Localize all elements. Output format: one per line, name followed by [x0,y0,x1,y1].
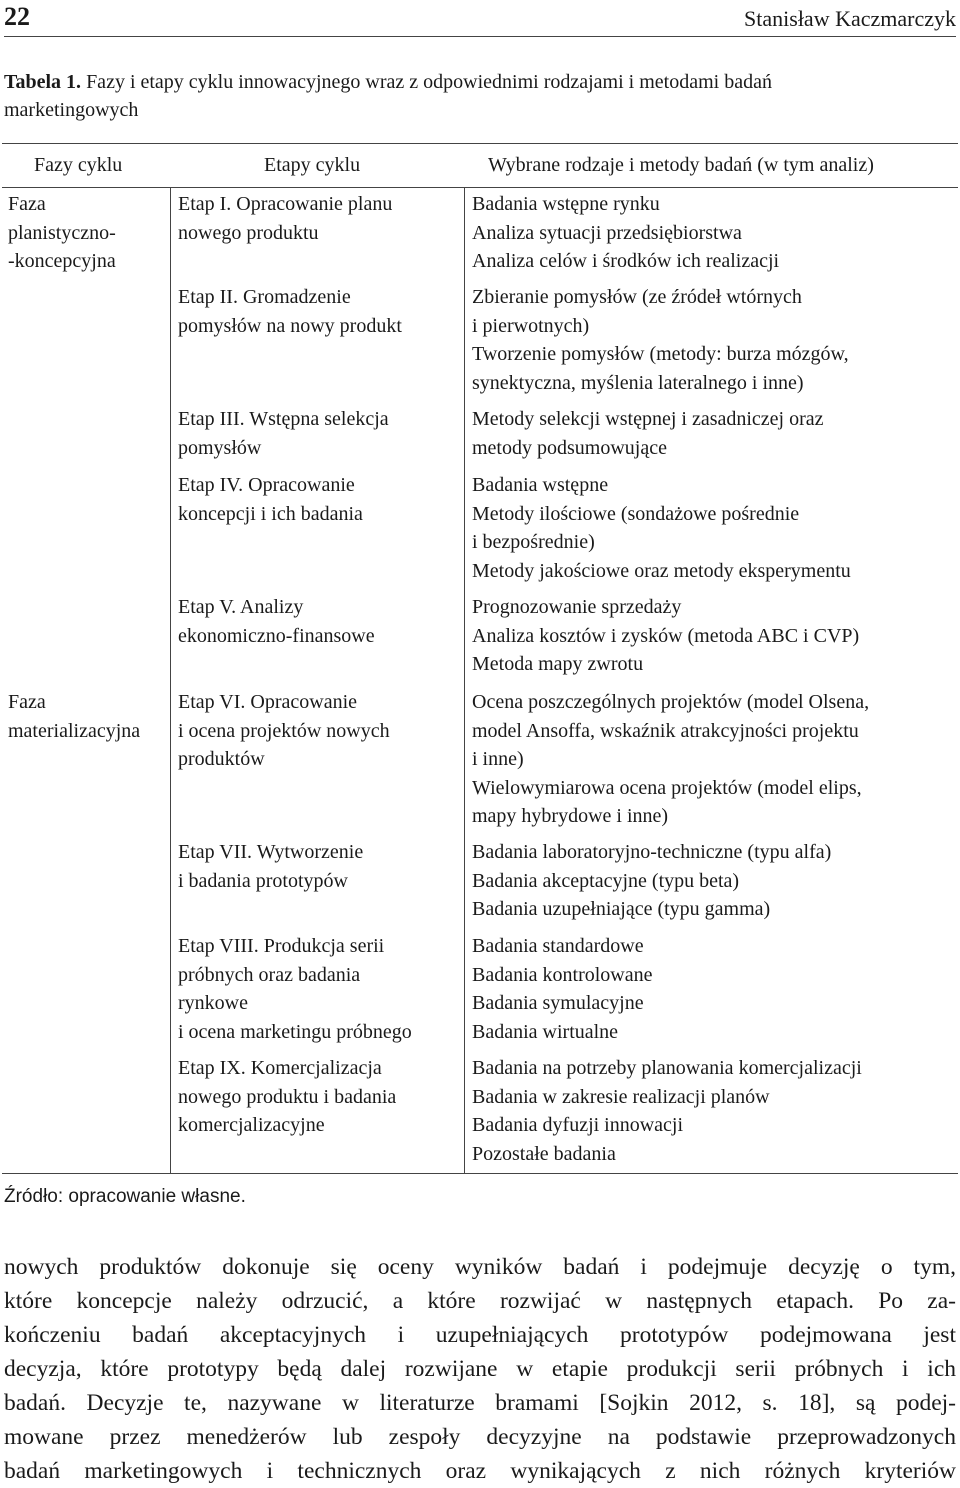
stage-line: Etap III. Wstępna selekcja [178,408,389,430]
page-number: 22 [4,2,30,31]
method-line: Pozostałe badania [472,1142,616,1165]
method-line: Badania na potrzeby planowania komercjalizacji [472,1057,862,1079]
stage-cell-2 [178,283,463,340]
method-line: mapy hybrydowe i inne) [472,805,669,827]
table-title-line-2: marketingowych [4,99,139,121]
stage-cell-6 [178,688,463,774]
phase-line: Faza [8,193,46,215]
phase-cell-2 [8,688,168,745]
method-line: Analiza kosztów i zysków (metoda ABC i CVP) [472,624,860,647]
table-caption [4,68,934,124]
method-line: Badania wirtualne [472,1020,619,1043]
table-source-note: Źródło: opracowanie własne. [4,1186,246,1207]
phase-line: -koncepcyjna [8,250,116,272]
header-rule [2,187,958,188]
header-phases: Fazy cyklu [34,154,123,176]
stage-line: koncepcji i ich badania [178,502,363,525]
body-line: badań marketingowych i technicznych oraz wynikających z nich różnych kryteriów [4,1458,956,1484]
body-line: nowych produktów dokonuje się oceny wyników badań i podejmuje decyzję o tym, [4,1254,956,1280]
method-line: Badania wstępne [472,474,609,496]
method-line: Badania laboratoryjno-techniczne (typu alfa) [472,841,832,863]
method-line: Tworzenie pomysłów (metody: burza mózgów, [472,343,849,365]
method-line: Prognozowanie sprzedaży [472,596,682,618]
methods-cell-9 [472,1054,952,1168]
method-line: Metody selekcji wstępnej i zasadniczej oraz [472,408,824,430]
table-label: Tabela 1. [4,71,82,93]
methods-cell-8 [472,932,952,1046]
method-line: Badania kontrolowane [472,963,653,986]
table-title-line-1: Fazy i etapy cyklu innowacyjnego wraz z odpowiednimi rodzajami i metodami badań [86,71,772,93]
header-methods: Wybrane rodzaje i metody badań (w tym analiz) [488,154,874,176]
stage-line: Etap VIII. Produkcja serii [178,935,385,957]
methods-cell-5 [472,593,952,679]
stage-cell-5 [178,593,463,650]
body-paragraph [4,1250,956,1488]
method-line: i inne) [472,748,524,770]
stage-line: rynkowe [178,992,248,1014]
method-line: Metody ilościowe (sondażowe pośrednie [472,502,800,525]
phase-line: materializacyjna [8,719,141,742]
stage-line: nowego produktu i badania [178,1085,397,1108]
stage-line: ekonomiczno-finansowe [178,624,375,647]
stage-line: Etap VII. Wytworzenie [178,841,364,863]
method-line: Badania dyfuzji innowacji [472,1114,684,1136]
method-line: metody podsumowujące [472,436,667,459]
method-line: Wielowymiarowa ocena projektów (model elips, [472,776,862,799]
methods-cell-6 [472,688,952,831]
page-header [4,0,956,37]
stage-line: produktów [178,748,265,770]
methods-cell-1 [472,190,952,276]
body-line: badań. Decyzje te, nazywane w literaturze bramami [Sojkin 2012, s. 18], są podej- [4,1390,956,1416]
stage-line: Etap IX. Komercjalizacja [178,1057,382,1079]
stage-line: i ocena projektów nowych [178,719,390,742]
methods-cell-2 [472,283,952,397]
stage-line: Etap II. Gromadzenie [178,286,351,308]
column-divider-2 [464,187,465,1173]
method-line: Analiza celów i środków ich realizacji [472,250,780,272]
stage-cell-8 [178,932,463,1046]
stage-line: próbnych oraz badania [178,963,361,986]
stage-line: pomysłów [178,436,262,459]
stage-cell-9 [178,1054,463,1140]
methods-cell-3 [472,405,952,462]
method-line: Badania w zakresie realizacji planów [472,1085,770,1108]
stage-cell-7 [178,838,463,895]
phase-line: Faza [8,691,46,713]
body-line: decyzja, które prototypy będą dalej rozwijane w etapie produkcji serii próbnych i ich [4,1356,956,1382]
method-line: i bezpośrednie) [472,531,595,553]
table-bottom-rule [2,1173,958,1174]
method-line: model Ansoffa, wskaźnik atrakcyjności projektu [472,719,859,742]
column-divider-1 [170,187,171,1173]
stage-cell-1 [178,190,463,247]
method-line: Analiza sytuacji przedsiębiorstwa [472,221,742,244]
methods-cell-4 [472,471,952,585]
stage-cell-3 [178,405,463,462]
body-line: które koncepcje należy odrzucić, a które rozwijać w następnych etapach. Po za- [4,1288,956,1314]
stage-cell-4 [178,471,463,528]
stage-line: komercjalizacyjne [178,1114,325,1136]
method-line: Ocena poszczególnych projektów (model Olsena, [472,691,870,713]
stage-line: i badania prototypów [178,869,348,892]
stage-line: Etap V. Analizy [178,596,304,618]
stage-line: Etap VI. Opracowanie [178,691,358,713]
method-line: Zbieranie pomysłów (ze źródeł wtórnych [472,286,802,308]
phase-cell-1 [8,190,168,276]
stage-line: i ocena marketingu próbnego [178,1020,412,1043]
header-stages: Etapy cyklu [264,154,361,176]
method-line: synektyczna, myślenia lateralnego i inne) [472,371,804,394]
method-line: Badania wstępne rynku [472,193,660,215]
method-line: Badania symulacyjne [472,992,644,1014]
body-line: mowane przez menedżerów lub zespoły decyzyjne na podstawie przeprowadzonych [4,1424,956,1450]
table-top-rule [2,143,958,144]
methods-cell-7 [472,838,952,924]
method-line: Badania standardowe [472,935,644,957]
method-line: Metody jakościowe oraz metody eksperymentu [472,559,851,582]
method-line: Metoda mapy zwrotu [472,653,644,675]
method-line: Badania uzupełniające (typu gamma) [472,898,771,920]
running-author: Stanisław Kaczmarczyk [744,6,956,31]
stage-line: Etap IV. Opracowanie [178,474,355,496]
stage-line: nowego produktu [178,221,319,244]
phase-line: planistyczno- [8,221,116,244]
method-line: i pierwotnych) [472,314,590,337]
stage-line: Etap I. Opracowanie planu [178,193,393,215]
body-line: kończeniu badań akceptacyjnych i uzupełniających prototypów podejmowana jest [4,1322,956,1348]
table-header-row [2,150,958,186]
stage-line: pomysłów na nowy produkt [178,314,402,337]
method-line: Badania akceptacyjne (typu beta) [472,869,740,892]
